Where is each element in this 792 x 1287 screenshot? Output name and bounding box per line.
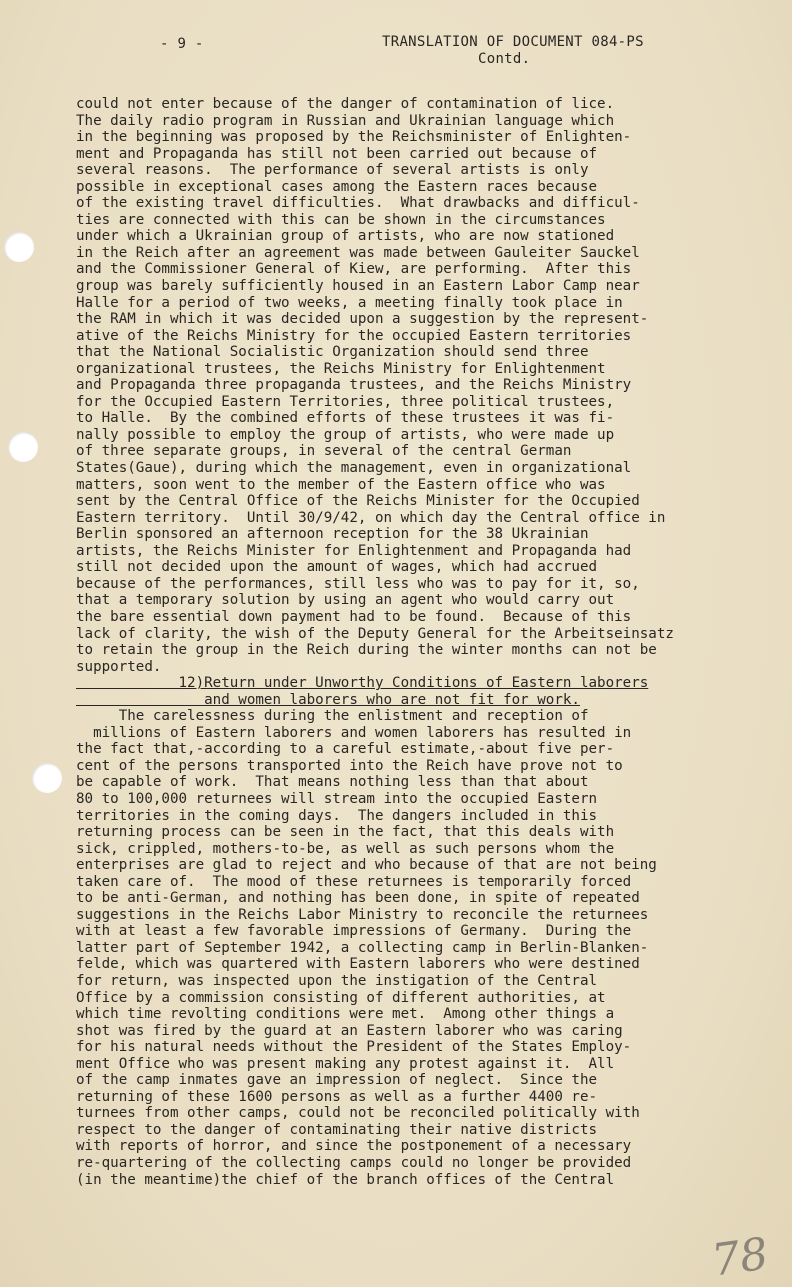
body-line: ative of the Reichs Ministry for the occupied Eastern territories	[76, 327, 632, 344]
body-line: (in the meantime)the chief of the branch offices of the Central	[76, 1171, 615, 1188]
body-line: shot was fired by the guard at an Eastern laborer who was caring	[76, 1022, 623, 1039]
body-line: Berlin sponsored an afternoon reception for the 38 Ukrainian	[76, 526, 589, 543]
body-line: The daily radio program in Russian and Ukrainian language which	[76, 112, 615, 129]
body-line: be capable of work. That means nothing less than that about	[76, 774, 589, 791]
body-line: re-quartering of the collecting camps could no longer be provided	[76, 1155, 632, 1171]
body-line: Halle for a period of two weeks, a meeting finally took place in	[76, 294, 623, 311]
body-line: supported.	[76, 658, 162, 675]
body-line: in the beginning was proposed by the Reichsminister of Enlighten-	[76, 129, 632, 146]
body-line: artists, the Reichs Minister for Enlightenment and Propaganda had	[76, 542, 632, 559]
continued-label: Contd.	[478, 51, 531, 67]
body-line: returning of these 1600 persons as well as a further 4400 re-	[76, 1088, 598, 1105]
body-line: for the Occupied Eastern Territories, three political trustees,	[76, 393, 615, 410]
body-line: with reports of horror, and since the postponement of a necessary	[76, 1138, 632, 1155]
body-line: matters, soon went to the member of the Eastern office who was	[76, 476, 606, 493]
body-line: ment and Propaganda has still not been carried out because of	[76, 145, 598, 162]
body-line: under which a Ukrainian group of artists, who are now stationed	[76, 228, 615, 245]
body-line: and women laborers who are not fit for work.	[76, 691, 580, 708]
body-line: 80 to 100,000 returnees will stream into the occupied Eastern	[76, 790, 598, 807]
body-line: nally possible to employ the group of artists, who were made up	[76, 426, 615, 443]
body-line: because of the performances, still less who was to pay for it, so,	[76, 575, 640, 592]
body-line: the RAM in which it was decided upon a suggestion by the represent-	[76, 311, 649, 328]
body-line: the fact that,-according to a careful estimate,-about five per-	[76, 741, 615, 758]
body-line: group was barely sufficiently housed in an Eastern Labor Camp near	[76, 278, 640, 295]
body-line: returning process can be seen in the fact, that this deals with	[76, 824, 615, 841]
handwritten-page-number: 78	[708, 1228, 772, 1287]
body-line: felde, which was quartered with Eastern laborers who were destined	[76, 956, 640, 973]
body-line: Office by a commission consisting of different authorities, at	[76, 989, 606, 1006]
body-line: and the Commissioner General of Kiew, are performing. After this	[76, 261, 632, 278]
body-line: for return, was inspected upon the instigation of the Central	[76, 972, 598, 989]
body-line: respect to the danger of contaminating their native districts	[76, 1121, 598, 1138]
body-line: The carelessness during the enlistment and reception of	[76, 708, 589, 725]
body-line: lack of clarity, the wish of the Deputy General for the Arbeitseinsatz	[76, 625, 674, 642]
body-line: sent by the Central Office of the Reichs Minister for the Occupied	[76, 493, 640, 510]
punch-hole-top	[4, 232, 34, 262]
body-line: Eastern territory. Until 30/9/42, on which day the Central office in	[76, 509, 666, 526]
document-body	[76, 96, 756, 1188]
body-line: for his natural needs without the President of the States Employ-	[76, 1039, 632, 1056]
body-line: in the Reich after an agreement was made between Gauleiter Sauckel	[76, 244, 640, 261]
body-line: enterprises are glad to reject and who because of that are not being	[76, 857, 657, 874]
body-line: of three separate groups, in several of the central German	[76, 443, 572, 460]
punch-hole-lower	[32, 763, 62, 793]
body-line: several reasons. The performance of several artists is only	[76, 162, 589, 179]
document-title: TRANSLATION OF DOCUMENT 084-PS	[382, 34, 644, 50]
body-line: to be anti-German, and nothing has been done, in spite of repeated	[76, 890, 640, 907]
body-line: territories in the coming days. The dangers included in this	[76, 807, 598, 824]
body-line: States(Gaue), during which the management, even in organizational	[76, 460, 632, 477]
punch-hole-middle	[8, 432, 38, 462]
body-line: suggestions in the Reichs Labor Ministry to reconcile the returnees	[76, 906, 649, 923]
body-line: ment Office who was present making any protest against it. All	[76, 1055, 615, 1072]
body-line: of the existing travel difficulties. What drawbacks and difficul-	[76, 195, 640, 212]
body-line: ties are connected with this can be shown in the circumstances	[76, 211, 606, 228]
body-line: cent of the persons transported into the Reich have prove not to	[76, 757, 623, 774]
page-number: - 9 -	[160, 36, 204, 52]
body-line: of the camp inmates gave an impression of neglect. Since the	[76, 1072, 598, 1089]
body-line: turnees from other camps, could not be reconciled politically with	[76, 1105, 640, 1122]
body-line: to Halle. By the combined efforts of these trustees it was fi-	[76, 410, 615, 427]
body-line: organizational trustees, the Reichs Ministry for Enlightenment	[76, 360, 606, 377]
body-line: to retain the group in the Reich during the winter months can not be	[76, 642, 657, 659]
body-line: the bare essential down payment had to be found. Because of this	[76, 608, 632, 625]
body-line: could not enter because of the danger of contamination of lice.	[76, 96, 615, 112]
body-line: sick, crippled, mothers-to-be, as well as such persons whom the	[76, 840, 615, 857]
body-line: with at least a few favorable impressions of Germany. During the	[76, 923, 632, 940]
body-line: 12)Return under Unworthy Conditions of Eastern laborers	[76, 675, 649, 692]
body-line: millions of Eastern laborers and women laborers has resulted in	[76, 724, 632, 741]
body-line: latter part of September 1942, a collecting camp in Berlin-Blanken-	[76, 939, 649, 956]
body-line: possible in exceptional cases among the Eastern races because	[76, 178, 598, 195]
body-line: and Propaganda three propaganda trustees, and the Reichs Ministry	[76, 377, 632, 394]
body-line: which time revolting conditions were met. Among other things a	[76, 1006, 615, 1023]
body-line: that a temporary solution by using an agent who would carry out	[76, 592, 615, 609]
body-line: that the National Socialistic Organization should send three	[76, 344, 589, 361]
body-line: still not decided upon the amount of wages, which had accrued	[76, 559, 598, 576]
body-line: taken care of. The mood of these returnees is temporarily forced	[76, 873, 632, 890]
